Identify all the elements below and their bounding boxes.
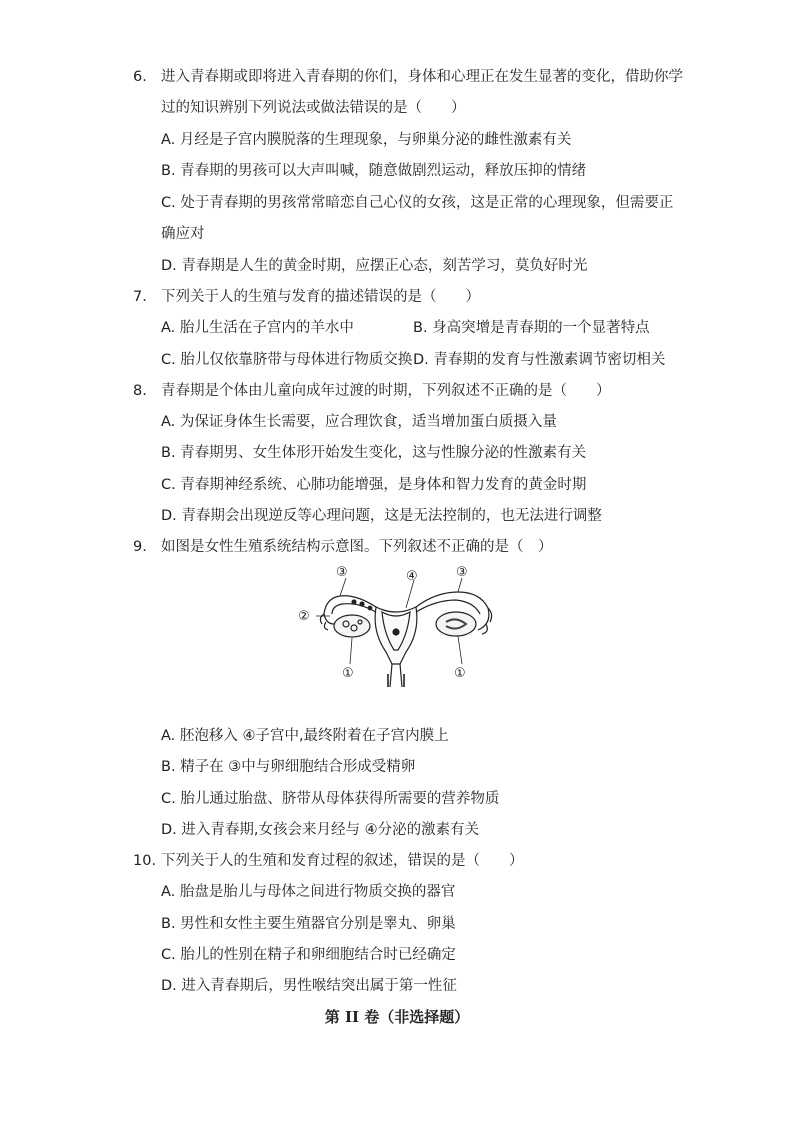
option-b: B. 精子在 ③中与卵细胞结合形成受精卵 <box>161 759 416 775</box>
option-b: B. 青春期的男孩可以大声叫喊，随意做剧烈运动，释放压抑的情绪 <box>161 163 587 179</box>
question-number: 9. <box>133 539 147 555</box>
question-stem: 下列关于人的生殖和发育过程的叙述，错误的是（ ） <box>161 853 524 869</box>
question-stem: 如图是女性生殖系统结构示意图。下列叙述不正确的是（ ） <box>161 539 553 555</box>
question-stem: 下列关于人的生殖与发育的描述错误的是（ ） <box>161 289 480 305</box>
option-d: D. 进入青春期,女孩会来月经与 ④分泌的激素有关 <box>161 822 480 838</box>
diagram-label: ① <box>342 666 354 681</box>
option-a: A. 为保证身体生长需要，应合理饮食，适当增加蛋白质摄入量 <box>161 414 557 430</box>
diagram-label: ③ <box>336 565 348 580</box>
option-d: D. 进入青春期后，男性喉结突出属于第一性征 <box>161 978 457 994</box>
option-c: C. 胎儿的性别在精子和卵细胞结合时已经确定 <box>161 947 456 963</box>
diagram-label: ④ <box>406 569 418 584</box>
option-d: D. 青春期是人生的黄金时期，应摆正心态，刻苦学习，莫负好时光 <box>161 258 588 274</box>
question-stem: 进入青春期或即将进入青春期的你们，身体和心理正在发生显著的变化，借助你学 <box>161 69 683 85</box>
question-stem: 青春期是个体由儿童向成年过渡的时期，下列叙述不正确的是（ ） <box>161 383 611 399</box>
structure-marker: ③ <box>228 759 242 775</box>
question-number: 7. <box>133 289 147 305</box>
option-a: A. 月经是子宫内膜脱落的生理现象，与卵巢分泌的雌性激素有关 <box>161 132 572 148</box>
diagram-label: ② <box>298 609 310 624</box>
option-d: D. 青春期的发育与性激素调节密切相关 <box>413 352 666 368</box>
option-c: C. 胎儿通过胎盘、脐带从母体获得所需要的营养物质 <box>161 791 500 807</box>
option-c: C. 处于青春期的男孩常常暗恋自己心仪的女孩，这是正常的心理现象，但需要正 <box>161 195 674 211</box>
option-b: B. 青春期男、女生体形开始发生变化，这与性腺分泌的性激素有关 <box>161 445 587 461</box>
option-a: A. 胎盘是胎儿与母体之间进行物质交换的器官 <box>161 884 456 900</box>
diagram-label: ① <box>454 666 466 681</box>
option-c: C. 胎儿仅依靠脐带与母体进行物质交换 <box>161 352 413 368</box>
option-a: A. 胚泡移入 ④子宫中,最终附着在子宫内膜上 <box>161 728 449 744</box>
female-reproductive-system-diagram <box>296 562 496 687</box>
question-number: 10. <box>133 853 157 869</box>
question-number: 6. <box>133 69 147 85</box>
question-number: 8. <box>133 383 147 399</box>
structure-marker: ④ <box>364 822 378 838</box>
question-stem: 过的知识辨别下列说法或做法错误的是（ ） <box>161 100 466 116</box>
option-a: A. 胎儿生活在子宫内的羊水中 <box>161 320 354 336</box>
option-b: B. 男性和女性主要生殖器官分别是睾丸、卵巢 <box>161 916 456 932</box>
option-c-continued: 确应对 <box>161 226 205 242</box>
option-b: B. 身高突增是青春期的一个显著特点 <box>413 320 650 336</box>
diagram-label: ③ <box>456 565 468 580</box>
structure-marker: ④ <box>242 728 256 744</box>
section-title: 第 II 卷（非选择题） <box>324 1008 470 1026</box>
option-d: D. 青春期会出现逆反等心理问题，这是无法控制的，也无法进行调整 <box>161 508 602 524</box>
option-c: C. 青春期神经系统、心肺功能增强，是身体和智力发育的黄金时期 <box>161 477 587 493</box>
